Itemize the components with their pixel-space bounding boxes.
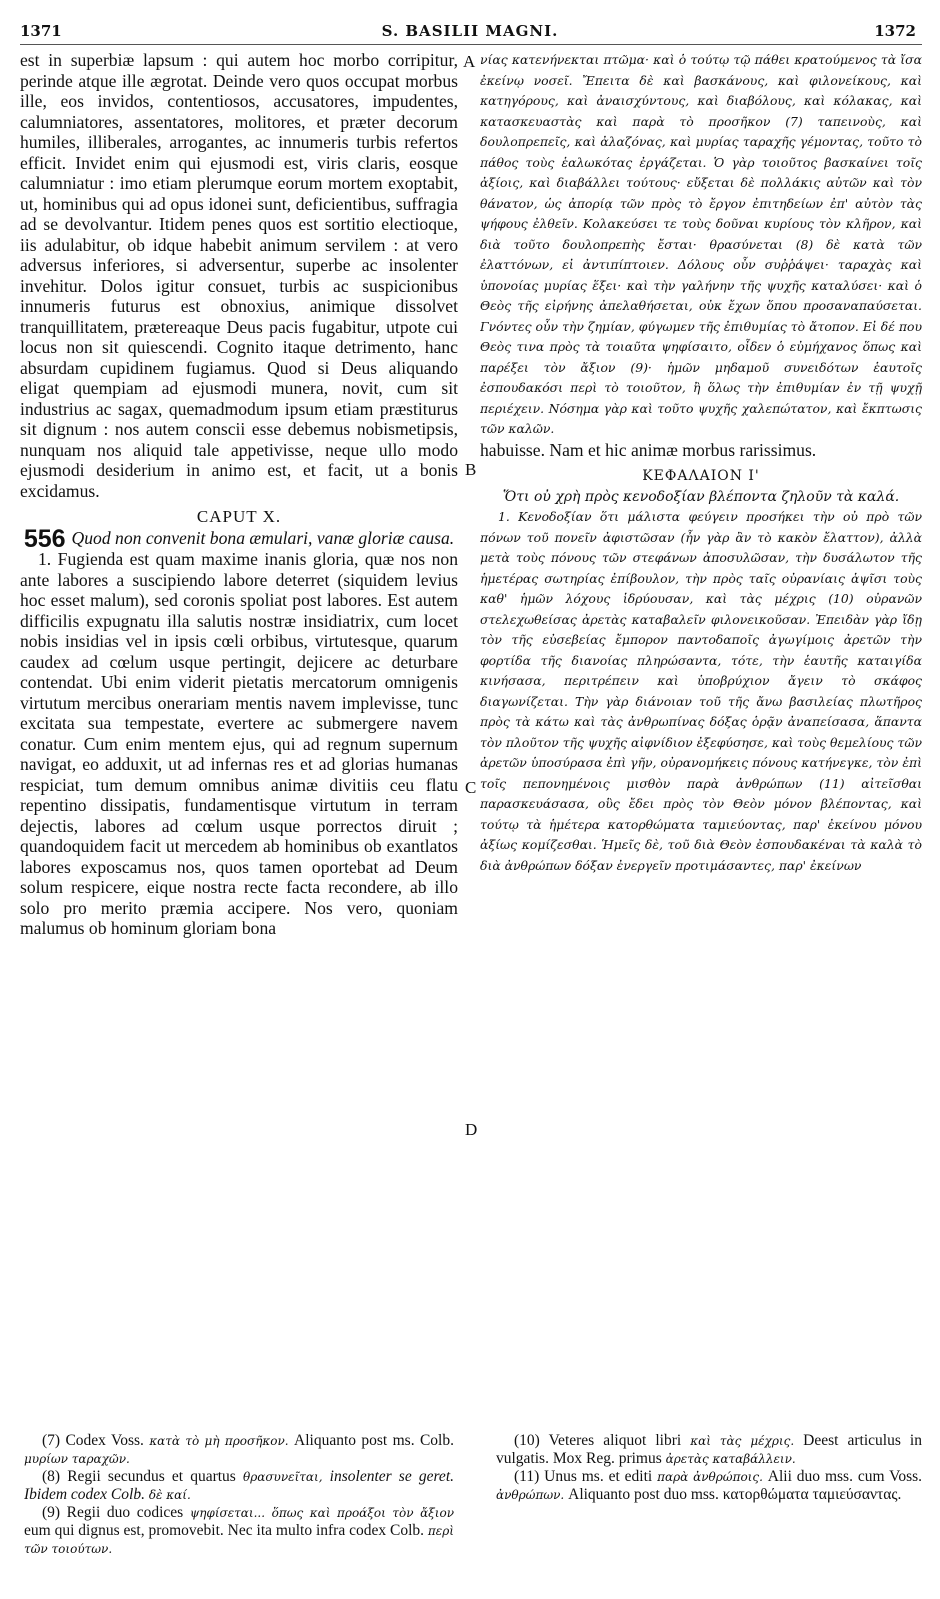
footnote-11: (11) Unus ms. et editi παρὰ ἀνθρώποις. Alii duo mss. cum Voss. ἀνθρώπων. Aliquanto post duo mss. κατορθώματα ταμιεύσαντας. bbox=[496, 1468, 922, 1503]
footnote-7: (7) Codex Voss. κατὰ τὸ μὴ προσῆκον. Aliquanto post ms. Colb. μυρίων ταραχῶν. bbox=[24, 1432, 454, 1466]
section-number: 556 bbox=[23, 524, 66, 553]
running-title: S. BASILII MAGNI. bbox=[381, 22, 559, 40]
footnotes-left bbox=[24, 1432, 454, 1558]
margin-letter-d: D bbox=[465, 1120, 478, 1139]
latin-chapter-title bbox=[20, 524, 458, 553]
page-number-left: 1371 bbox=[20, 22, 62, 40]
footnote-10: (10) Veteres aliquot libri καὶ τὰς μέχρις. Deest articulus in vulgatis. Mox Reg. primus ἀρετὰς καταβάλλειν. bbox=[496, 1432, 922, 1467]
footnote-9: (9) Regii duo codices ψηφίσεται... ὅπως καὶ προάξοι τὸν ἄξιον eum qui dignus est, promovebit. Nec ita multo infra codex Colb. περὶ τῶν τοιούτων. bbox=[24, 1504, 454, 1556]
margin-letter-c: C bbox=[465, 778, 477, 797]
latin-line-overflow: habuisse. Nam et hic animæ morbus rarissimus. bbox=[480, 439, 817, 460]
margin-letter-b: B bbox=[465, 460, 477, 479]
greek-paragraph-1: νίας κατενήνεκται πτῶμα· καὶ ὁ τούτῳ τῷ πάθει κρατούμενος τὰ ἴσα ἐκείνῳ νοσεῖ. Ἔπειτα δὲ καὶ βασκάνους, καὶ φιλονείκους, καὶ κατηγόρους, καὶ ἀναισχύντους, καὶ διαβόλους, καὶ κόλακας, καὶ κατασκευαστὰς καὶ παρὰ τὸ προσῆκον (7) ταπεινοὺς, καὶ δουλοπρεπεῖς, καὶ ἀλαζόνας, καὶ μυρίας ταραχῆς γέμοντας, τοῦτο τὸ πάθος τοὺς ἑαλωκότας ἐργάζεται. Ὁ γὰρ τοιοῦτος βασκαίνει τοῖς ἀξίοις, καὶ διαβάλλει τούτους· εὔξεται δὲ πολλάκις αὐτῶν καὶ τὸν θάνατον, ὡς ἀπορίᾳ τῶν πρὸς τὸ ἔργον ἐπιτηδείων ἐπ' αὐτὸν τὰς ψήφους ἐλθεῖν. Κολακεύσει τε τοὺς δοῦναι κυρίους τὸν κλῆρον, καὶ διὰ τοῦτο δουλοπρεπὴς ἔσται· θρασύνεται (8) δὲ κατὰ τῶν ἐλαττόνων, εἰ ἀντιπίπτοιεν. Δόλους οὖν συῤῥάψει· ταραχὰς καὶ ὑπονοίας μυρίας ἕξει· καὶ τὴν γαλήνην τῆς ψυχῆς καταλύσει· καὶ ὁ Θεὸς τῆς εἰρήνης ἀπελαθήσεται, οὐκ ἔχων ὅπου προσαναπαύσεται. Γνόντες οὖν τὴν ζημίαν, φύγωμεν τῆς ἐπιθυμίας τὸ ἄτοπον. Εἰ δέ που Θεὸς τινα πρὸς τὰ τοιαῦτα ψηφίσαιτο, οἶδεν ὁ εὐμήχανος ὅπως καὶ παρέξει τὸν ἄξιον (9)· ἡμῶν μηδαμοῦ συνειδότων ἑαυτοῖς ἐσπουδακόσι περὶ τὸ τοιοῦτον, ἢ ὅλως τὴν ἐπιθυμίαν ἐν τῇ ψυχῇ περιέχειν. Νόσημα γὰρ καὶ τοῦτο ψυχῆς χαλεπώτατον, καὶ ἔκπτωσις τῶν καλῶν. bbox=[480, 52, 922, 436]
latin-chapter-heading: CAPUT X. bbox=[196, 507, 282, 526]
latin-paragraph-1: est in superbiæ lapsum : qui autem hoc morbo corripitur, perinde atque ille ægrotat. Deinde vero quos occupat morbus ille, eos invidos, contentiosos, accusatores, impudentes, calumniatores, assentatores, molitores, et præter decorum humiles, illiberales, arrogantes, ac innumeris turbis refertos efficit. Invidet enim qui ejusmodi est, viris claris, eosque calumniatur : imo etiam plerumque eorum mortem exoptabit, ut, hominibus qui ad opus idonei sunt, deficientibus, suffragia ad se devolvantur. Itidem penes quos est sortitio electioque, iis adulabitur, ob idque habebit animum servilem : at vero adversus inferiores, si adversentur, superbe ac insolenter invehitur. Dolos igitur consuet, turbis ac suspicionibus innumeris futurus est obnoxius, animique dissolvet tranquillitatem, prætereaque Deus pacis fugabitur, utpote cui locus non sit quiescendi. Cognito itaque detrimento, hanc absurdam cupidinem fugiamus. Quod si Deus aliquando eligat quempiam ad ejusmodi munera, novit, cum sit industrius ac sagax, quemadmodum ipsum etiam præstiturus sit dignum : nos autem conscii esse debemus nobismetipsis, nunquam nos aliquid tale appetivisse, neque ullo modo ejusmodi desiderium in animo est, et facit, ut a bonis excidamus. bbox=[20, 50, 458, 501]
greek-column bbox=[480, 50, 922, 876]
greek-paragraph-2: 1. Κενοδοξίαν ὅτι μάλιστα φεύγειν προσήκει τὴν οὐ πρὸ τῶν πόνων τοῦ πονεῖν ἀφιστῶσαν (ἦν γὰρ ἂν τὸ κακὸν ἔλαττον), ἀλλὰ μετὰ τοὺς πόνους τῶν στεφάνων ἀποσυλῶσαν, τὴν δυσάλωτον τῆς ἡμετέρας σωτηρίας ἐπίβουλον, τὴν πρὸς ταῖς οὐρανίαις ἁψῖσι τοὺς καθ' ἡμῶν λόχους ἱδρύουσαν, καὶ τὰς μέχρις (10) οὐρανῶν στελεχωθείσας ἀρετὰς καταβαλεῖν φιλονεικοῦσαν. Ἐπειδὰν γὰρ ἴδῃ τὸν τῆς εὐσεβείας ἔμπορον παντοδαποῖς ἀγωγίμοις ἀρετῶν τὴν φορτίδα τῆς διανοίας πληρώσαντα, τότε, τὴν ἑαυτῆς καταιγίδα κινήσασα, περιτρέπειν καὶ ὑποβρύχιον ἄγειν τὸ σκάφος διαγωνίζεται. Τὴν γὰρ διάνοιαν τοῦ τῆς ἄνω βασιλείας πλωτῆρος πρὸς τὰ κάτω καὶ τὰς ἀνθρωπίνας δόξας ὁρᾷν ἀναπείσασα, ἅπαντα τὸν πλοῦτον τῆς ψυχῆς αἰφνίδιον ἐξεφύσησε, καὶ τοὺς θεμελίους τῶν ἀρετῶν ὑποσύρασα ἐπὶ γῆν, οὐρανομήκεις πόνους κατήνεγκε, τὸν ἐπὶ τοῖς πεπονημένοις μισθὸν παρὰ ἀνθρώπων (11) αἰτεῖσθαι παρασκευάσασα, οὓς ἔδει πρὸς τὸν Θεὸν μόνον βλέποντας, καὶ τούτῳ τὰ ἡμέτερα κατορθώματα ταμιεύοντας, παρ' ἐκείνου μόνου ἀξίως κομίζεσθαι. Ἡμεῖς δὲ, τοῦ διὰ Θεὸν ἐσπουδακέναι τὰ καλὰ τὸ διὰ ἀνθρώπων δόξαν ἐνεργεῖν προτιμάσαντες, παρ' ἐκείνων bbox=[480, 509, 922, 873]
footnotes-right bbox=[496, 1432, 922, 1504]
latin-column bbox=[20, 50, 458, 939]
greek-chapter-heading: ΚΕΦΑΛΑΙΟΝ Ι' bbox=[642, 468, 760, 484]
page-number-right: 1372 bbox=[874, 22, 916, 40]
header-rule bbox=[20, 44, 922, 45]
greek-chapter-title: Ὅτι οὐ χρὴ πρὸς κενοδοξίαν βλέποντα ζηλοῦν τὰ καλά. bbox=[502, 488, 900, 505]
latin-paragraph-2: 1. Fugienda est quam maxime inanis gloria, quæ nos non ante labores a suscipiendo labore deterret (siquidem levius hoc esset malum), sed coronis spoliat post labores. Est autem difficilis expugnatu illa salutis nostræ insidiatrix, cum locet nobis insidias vel in ipsis cœli orbibus, virtutesque, quarum caudex ad cœlum usque pertingit, dejicere ac deturbare contendat. Ubi enim viderit pietatis mercatorum omnigenis virtutum mercibus onerariam mentis navem implevisse, tunc excitata sua tempestate, evertere ac submergere navem conatur. Cum enim mentem ejus, qui ad regnum supernum navigat, eo adduxit, ut ad infernas res et ad glorias humanas respiciat, tum demum omnibus animæ divitiis ceu flatu repentino dissipatis, fundamentisque virtutum in terram dejectis, labores ad cœlum usque porrectos diruit ; quandoquidem facit ut mercedem ab hominibus ob exantlatos labores exposcamus nos, quos tamen oportebat ad Deum solum respicere, eique nostra recte facta recondere, ab illo solo pro merito præmia accipere. Nos vero, quoniam malumus ob hominum gloriam bona bbox=[20, 549, 458, 938]
footnote-8: (8) Regii secundus et quartus θρασυνεῖται, insolenter se geret. Ibidem codex Colb. δὲ καί. bbox=[24, 1468, 454, 1503]
latin-chapter-title-text: Quod non convenit bona æmulari, vanæ gloriæ causa. bbox=[71, 527, 455, 548]
margin-letter-a: A bbox=[463, 52, 476, 71]
